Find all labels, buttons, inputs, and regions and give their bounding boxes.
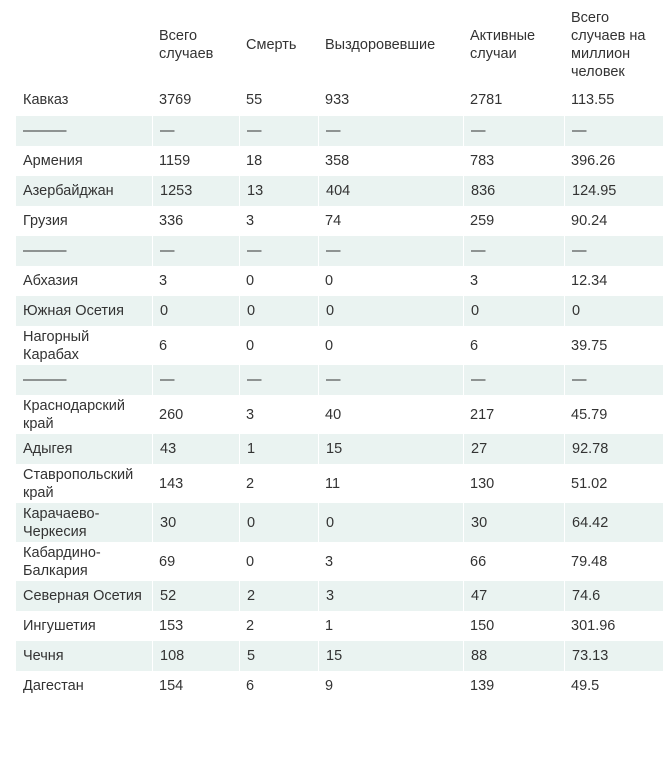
cell-cases-per-million: 0 <box>564 296 663 326</box>
table-row-separator <box>16 116 663 146</box>
cell-total-cases: 0 <box>152 296 239 326</box>
cell-region: ——— <box>16 116 152 146</box>
table-row-separator <box>16 365 663 395</box>
cell-active-cases: — <box>463 116 564 146</box>
cell-active-cases: 130 <box>470 475 495 492</box>
cell-active-cases: 217 <box>470 406 495 423</box>
cell-deaths: 0 <box>239 296 318 326</box>
cell-region: Дагестан <box>23 678 84 694</box>
cell-total-cases: 1159 <box>159 153 191 169</box>
cell-deaths: 3 <box>246 213 255 229</box>
cell-recovered: — <box>318 236 463 266</box>
cell-recovered: 40 <box>325 406 342 423</box>
table-row <box>16 146 663 176</box>
table-row <box>16 326 663 365</box>
cell-active-cases: 88 <box>463 641 564 671</box>
cell-active-cases: 783 <box>470 153 495 169</box>
cell-region: Нагорный Карабах <box>23 328 90 363</box>
cell-cases-per-million: 396.26 <box>571 153 616 169</box>
cell-deaths: 2 <box>239 581 318 611</box>
cell-active-cases: 3 <box>470 273 479 289</box>
header-cases-per-million: Всего случаев на миллион человек <box>571 10 646 80</box>
cell-total-cases: 154 <box>159 678 184 694</box>
table-row <box>16 176 663 206</box>
table-row <box>16 395 663 434</box>
table-header <box>16 6 663 84</box>
cell-recovered: 404 <box>318 176 463 206</box>
cell-deaths: 13 <box>239 176 318 206</box>
cell-active-cases: 2781 <box>470 92 503 108</box>
cell-total-cases: 3 <box>159 273 168 289</box>
cell-total-cases: — <box>152 236 239 266</box>
cell-cases-per-million: 113.55 <box>571 92 615 108</box>
cell-region: Южная Осетия <box>16 296 152 326</box>
cell-deaths: 0 <box>246 273 255 289</box>
cell-deaths: 18 <box>246 153 263 169</box>
cell-total-cases: 1253 <box>152 176 239 206</box>
table-row <box>16 434 663 464</box>
cell-cases-per-million: 124.95 <box>564 176 663 206</box>
cell-deaths: 55 <box>246 92 263 108</box>
header-recovered: Выздоровевшие <box>325 37 436 53</box>
header-deaths: Смерть <box>246 37 297 53</box>
cell-recovered: 3 <box>325 553 334 570</box>
cell-region: Азербайджан <box>16 176 152 206</box>
cell-recovered: 0 <box>325 337 334 354</box>
cell-cases-per-million: 73.13 <box>564 641 663 671</box>
cell-recovered: 15 <box>318 434 463 464</box>
cell-recovered: 11 <box>325 475 341 492</box>
header-region <box>16 6 152 84</box>
cell-total-cases: — <box>152 116 239 146</box>
table-row <box>16 296 663 326</box>
cell-total-cases: 6 <box>159 337 168 354</box>
cell-cases-per-million: 79.48 <box>571 553 608 570</box>
cell-recovered: — <box>318 116 463 146</box>
cell-recovered: 0 <box>318 503 463 542</box>
cell-deaths: 1 <box>239 434 318 464</box>
cell-active-cases: — <box>463 236 564 266</box>
cell-active-cases: 27 <box>463 434 564 464</box>
cell-active-cases: 66 <box>470 553 487 570</box>
cell-recovered: 0 <box>318 296 463 326</box>
table-row <box>16 671 663 701</box>
cell-recovered: 1 <box>325 618 334 634</box>
cell-total-cases: 336 <box>159 213 184 229</box>
cell-cases-per-million: — <box>564 116 663 146</box>
cell-total-cases: — <box>152 365 239 395</box>
cell-cases-per-million: 49.5 <box>571 678 600 694</box>
cell-region: Грузия <box>23 213 68 229</box>
cell-cases-per-million: — <box>564 236 663 266</box>
table-row <box>16 464 663 503</box>
cell-cases-per-million: 45.79 <box>571 406 608 423</box>
cell-active-cases: 259 <box>470 213 495 229</box>
cell-region: Кабардино-Балкария <box>23 544 101 579</box>
cell-active-cases: — <box>463 365 564 395</box>
cell-recovered: 15 <box>318 641 463 671</box>
cell-cases-per-million: 51.02 <box>571 475 608 492</box>
cell-deaths: 0 <box>239 503 318 542</box>
cell-total-cases: 153 <box>159 618 184 634</box>
cell-region: Кавказ <box>23 92 69 108</box>
cell-recovered: 74 <box>325 213 342 229</box>
cell-deaths: 5 <box>239 641 318 671</box>
cell-active-cases: 836 <box>463 176 564 206</box>
cell-deaths: 0 <box>246 553 255 570</box>
cell-deaths: — <box>239 236 318 266</box>
cell-cases-per-million: 92.78 <box>564 434 663 464</box>
header-total-cases: Всего случаев <box>159 28 214 62</box>
cell-recovered: — <box>318 365 463 395</box>
cell-region: Армения <box>23 153 83 169</box>
cell-recovered: 9 <box>325 678 334 694</box>
cell-active-cases: 139 <box>470 678 495 694</box>
cell-region: Ставропольский край <box>23 466 134 501</box>
cell-region: Абхазия <box>23 273 79 289</box>
cell-deaths: 3 <box>246 406 255 423</box>
cell-deaths: — <box>239 365 318 395</box>
table-row <box>16 581 663 611</box>
cell-active-cases: 150 <box>470 618 495 634</box>
table-row-separator <box>16 236 663 266</box>
cell-total-cases: 30 <box>152 503 239 542</box>
cell-cases-per-million: — <box>564 365 663 395</box>
cell-region: Адыгея <box>16 434 152 464</box>
cell-recovered: 3 <box>318 581 463 611</box>
cell-recovered: 358 <box>325 153 350 169</box>
table-row <box>16 611 663 641</box>
cell-total-cases: 3769 <box>159 92 192 108</box>
cell-deaths: 2 <box>246 475 255 492</box>
table-row <box>16 641 663 671</box>
cell-total-cases: 43 <box>152 434 239 464</box>
cell-region: ——— <box>16 236 152 266</box>
cell-total-cases: 52 <box>152 581 239 611</box>
cell-cases-per-million: 64.42 <box>564 503 663 542</box>
cell-cases-per-million: 74.6 <box>564 581 663 611</box>
cell-deaths: — <box>239 116 318 146</box>
table-row <box>16 266 663 296</box>
table-row <box>16 206 663 236</box>
table-row <box>16 503 663 542</box>
cell-cases-per-million: 301.96 <box>571 618 616 634</box>
cell-region: Чечня <box>16 641 152 671</box>
cell-total-cases: 69 <box>159 553 176 570</box>
header-active-cases: Активные случаи <box>470 28 536 62</box>
cell-recovered: 933 <box>325 92 350 108</box>
table-body <box>16 84 663 701</box>
cell-total-cases: 108 <box>152 641 239 671</box>
cell-deaths: 0 <box>246 337 255 354</box>
cell-region: ——— <box>16 365 152 395</box>
cell-active-cases: 0 <box>463 296 564 326</box>
cell-deaths: 6 <box>246 678 255 694</box>
cell-active-cases: 6 <box>470 337 479 354</box>
table-row <box>16 542 663 581</box>
cell-active-cases: 47 <box>463 581 564 611</box>
cell-recovered: 0 <box>325 273 334 289</box>
cell-region: Северная Осетия <box>16 581 152 611</box>
cell-total-cases: 260 <box>159 406 184 423</box>
cell-cases-per-million: 90.24 <box>571 213 608 229</box>
cell-cases-per-million: 39.75 <box>571 337 608 354</box>
cell-region: Краснодарский край <box>23 397 125 432</box>
table-row <box>16 84 663 116</box>
cell-region: Ингушетия <box>23 618 96 634</box>
cell-total-cases: 143 <box>159 475 184 492</box>
cell-region: Карачаево-Черкесия <box>16 503 152 542</box>
cell-cases-per-million: 12.34 <box>571 273 608 289</box>
cell-active-cases: 30 <box>463 503 564 542</box>
header-row <box>16 6 663 84</box>
caucasus-covid-table <box>16 6 663 701</box>
cell-deaths: 2 <box>246 618 255 634</box>
